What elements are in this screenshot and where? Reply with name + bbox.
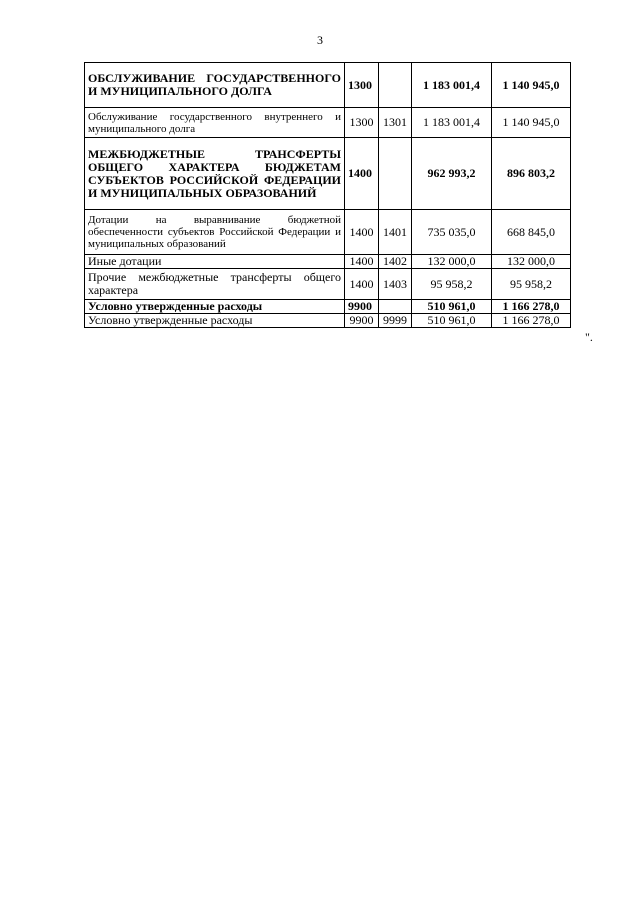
subsection-code <box>379 63 412 108</box>
value-year-2: 896 803,2 <box>492 138 571 210</box>
value-year-1: 510 961,0 <box>412 314 492 328</box>
section-code: 1400 <box>345 269 379 300</box>
section-code: 1400 <box>345 255 379 269</box>
value-year-2: 668 845,0 <box>492 210 571 255</box>
table-row <box>85 300 571 314</box>
closing-quote: ". <box>585 330 593 344</box>
section-code: 1400 <box>345 210 379 255</box>
value-year-2: 1 166 278,0 <box>492 314 571 328</box>
subsection-code <box>379 138 412 210</box>
value-year-1: 1 183 001,4 <box>412 63 492 108</box>
section-code: 9900 <box>345 300 379 314</box>
row-name: Обслуживание государственного внутреннего и муниципального долга <box>85 108 345 138</box>
table-row <box>85 108 571 138</box>
row-name: Условно утвержденные расходы <box>85 300 345 314</box>
value-year-1: 95 958,2 <box>412 269 492 300</box>
page-number: 3 <box>317 33 323 47</box>
value-year-1: 132 000,0 <box>412 255 492 269</box>
subsection-code: 9999 <box>379 314 412 328</box>
value-year-2: 132 000,0 <box>492 255 571 269</box>
row-name: Условно утвержденные расходы <box>85 314 345 328</box>
value-year-2: 95 958,2 <box>492 269 571 300</box>
section-code: 1300 <box>345 108 379 138</box>
value-year-2: 1 140 945,0 <box>492 108 571 138</box>
table-row <box>85 314 571 328</box>
table-row <box>85 63 571 108</box>
value-year-1: 1 183 001,4 <box>412 108 492 138</box>
table-row <box>85 138 571 210</box>
row-name: МЕЖБЮДЖЕТНЫЕ ТРАНСФЕРТЫ ОБЩЕГО ХАРАКТЕРА БЮДЖЕТАМ СУБЪЕКТОВ РОССИЙСКОЙ ФЕДЕРАЦИИ И МУНИЦИПАЛЬНЫХ ОБРАЗОВАНИЙ <box>85 138 345 210</box>
value-year-1: 510 961,0 <box>412 300 492 314</box>
value-year-2: 1 140 945,0 <box>492 63 571 108</box>
value-year-1: 962 993,2 <box>412 138 492 210</box>
subsection-code: 1301 <box>379 108 412 138</box>
row-name: Прочие межбюджетные трансферты общего характера <box>85 269 345 300</box>
row-name: Иные дотации <box>85 255 345 269</box>
subsection-code: 1401 <box>379 210 412 255</box>
table-row <box>85 255 571 269</box>
section-code: 1400 <box>345 138 379 210</box>
subsection-code: 1402 <box>379 255 412 269</box>
budget-table <box>84 62 571 328</box>
subsection-code <box>379 300 412 314</box>
section-code: 9900 <box>345 314 379 328</box>
table-row <box>85 269 571 300</box>
row-name: Дотации на выравнивание бюджетной обеспеченности субъектов Российской Федерации и муниципальных образований <box>85 210 345 255</box>
section-code: 1300 <box>345 63 379 108</box>
value-year-1: 735 035,0 <box>412 210 492 255</box>
row-name: ОБСЛУЖИВАНИЕ ГОСУДАРСТВЕННОГО И МУНИЦИПАЛЬНОГО ДОЛГА <box>85 63 345 108</box>
table-row <box>85 210 571 255</box>
value-year-2: 1 166 278,0 <box>492 300 571 314</box>
subsection-code: 1403 <box>379 269 412 300</box>
